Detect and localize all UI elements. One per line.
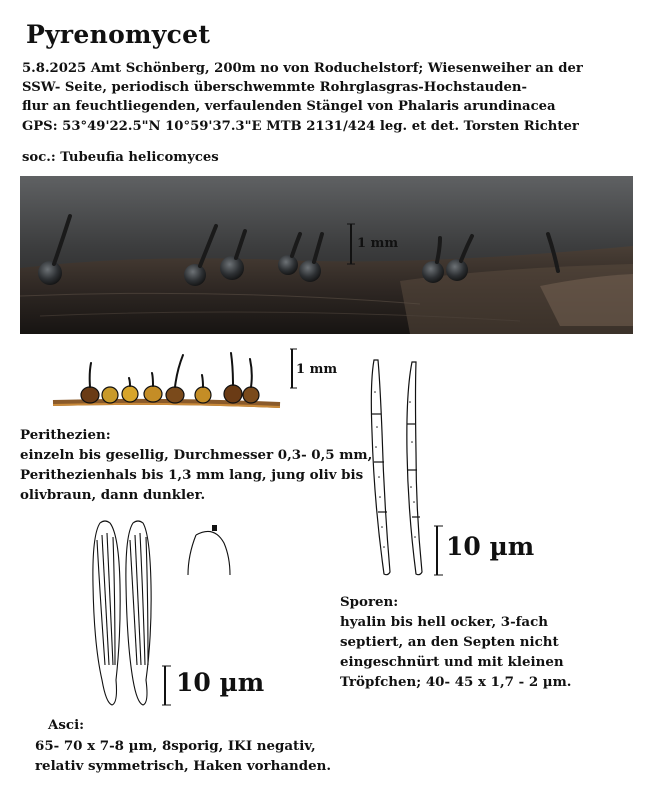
- spores-line-2: septiert, an den Septen nicht: [340, 634, 559, 650]
- asci-scale-bar: [160, 665, 172, 707]
- spores-line-1: hyalin bis hell ocker, 3-fach: [340, 614, 548, 630]
- spores-drawing: [360, 352, 440, 582]
- perithecia-line-2: Perithezienhals bis 1,3 mm lang, jung oliv bis: [20, 467, 364, 483]
- macro-photo: [20, 176, 633, 334]
- asci-line-1: 65- 70 x 7-8 µm, 8sporig, IKI negativ,: [35, 738, 316, 754]
- header-line-2: SSW- Seite, periodisch überschwemmte Rohrglasgras-Hochstauden-: [22, 80, 527, 95]
- spores-heading: Sporen:: [340, 594, 399, 610]
- spores-line-3: eingeschnürt und mit kleinen: [340, 654, 564, 670]
- asci-heading: Asci:: [48, 717, 85, 733]
- perithecia-heading: Perithezien:: [20, 427, 111, 443]
- photo-drawing: [20, 176, 633, 334]
- header-line-gps: GPS: 53°49'22.5"N 10°59'37.3"E MTB 2131/424 leg. et det. Torsten Richter: [22, 119, 579, 134]
- asci-scale-label: 10 µm: [176, 668, 265, 697]
- perithecia-line-1: einzeln bis gesellig, Durchmesser 0,3- 0,5 mm,: [20, 447, 373, 463]
- asci-line-2: relativ symmetrisch, Haken vorhanden.: [35, 758, 332, 774]
- page-title: Pyrenomycet: [26, 20, 211, 49]
- spores-line-4: Tröpfchen; 40- 45 x 1,7 - 2 µm.: [340, 674, 572, 690]
- perithecia-line-3: olivbraun, dann dunkler.: [20, 487, 206, 503]
- header-line-3: flur an feuchtliegenden, verfaulenden Stängel von Phalaris arundinacea: [22, 99, 556, 114]
- header-line-1: 5.8.2025 Amt Schönberg, 200m no von Roduchelstorf; Wiesenweiher an der: [22, 61, 583, 76]
- perithecia-drawing: [45, 345, 290, 410]
- spores-scale-bar: [432, 525, 444, 577]
- perithecia-scale-label: 1 mm: [296, 362, 338, 377]
- photo-scale-label: 1 mm: [357, 236, 399, 251]
- spores-scale-label: 10 µm: [446, 532, 535, 561]
- soc-label: soc.: Tubeufia helicomyces: [22, 150, 219, 165]
